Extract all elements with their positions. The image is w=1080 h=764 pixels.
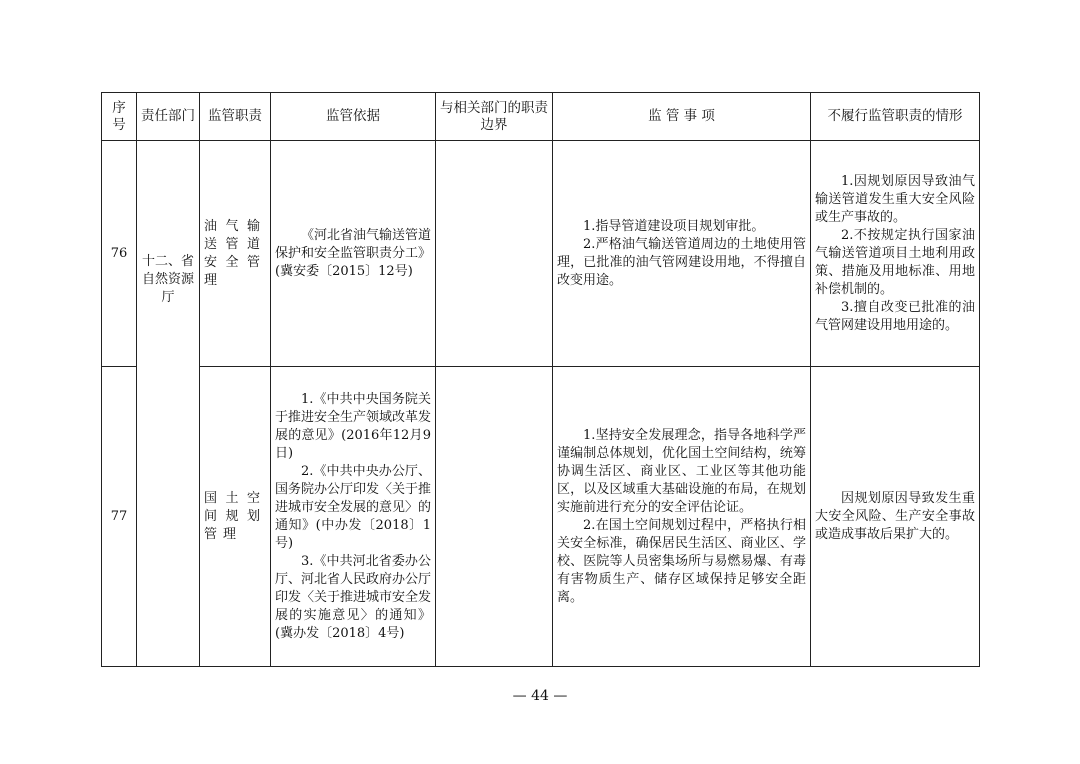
failure-entry: 3.擅自改变已批准的油气管网建设用地用途的。 <box>815 299 975 333</box>
header-basis: 监管依据 <box>271 93 436 141</box>
item-entry: 1.指导管道建设项目规划审批。 <box>583 218 765 234</box>
item-entry: 2.在国土空间规划过程中，严格执行相关安全标准，确保居民生活区、商业区、学校、医院等人员密集场所与易燃易爆、有毒有害物质生产、储存区域保持足够安全距离。 <box>557 517 806 605</box>
page-number: — 44 — <box>512 688 568 704</box>
row-failure <box>811 141 980 367</box>
table-row <box>102 141 980 367</box>
header-dept: 责任部门 <box>137 93 200 141</box>
row-seq: 77 <box>102 367 137 667</box>
header-failure: 不履行监管职责的情形 <box>811 93 980 141</box>
item-entry: 2.严格油气输送管道周边的土地使用管理，已批准的油气管网建设用地，不得擅自改变用途。 <box>557 236 806 288</box>
failure-entry: 因规划原因导致发生重大安全风险、生产安全事故或造成事故后果扩大的。 <box>815 490 975 542</box>
row-failure <box>811 367 980 667</box>
header-items: 监 管 事 项 <box>553 93 811 141</box>
row-basis <box>271 367 436 667</box>
failure-entry: 1.因规划原因导致油气输送管道发生重大安全风险或生产事故的。 <box>815 173 975 225</box>
row-duty: 油气输送管道安全管理 <box>200 141 271 367</box>
failure-entry: 2.不按规定执行国家油气输送管道项目土地利用政策、措施及用地标准、用地补偿机制的。 <box>815 227 975 297</box>
header-duty: 监管职责 <box>200 93 271 141</box>
table-row <box>102 367 980 667</box>
row-boundary <box>436 141 553 367</box>
dept-cell: 十二、省自然资源厅 <box>137 141 200 667</box>
row-basis <box>271 141 436 367</box>
basis-item: 3.《中共河北省委办公厅、河北省人民政府办公厅印发〈关于推进城市安全发展的实施意见〉的通知》(冀办发〔2018〕4号) <box>275 553 432 641</box>
row-items <box>553 367 811 667</box>
row-duty: 国土空间规划管理 <box>200 367 271 667</box>
basis-item: 《河北省油气输送管道保护和安全监管职责分工》(冀安委〔2015〕12号) <box>275 227 432 279</box>
row-seq: 76 <box>102 141 137 367</box>
item-entry: 1.坚持安全发展理念，指导各地科学严谨编制总体规划，优化国土空间结构，统筹协调生活区、商业区、工业区等其他功能区，以及区域重大基础设施的布局，在规划实施前进行充分的安全评估论证。 <box>557 427 806 515</box>
basis-item: 1.《中共中央国务院关于推进安全生产领域改革发展的意见》(2016年12月9日) <box>275 391 432 461</box>
row-items <box>553 141 811 367</box>
header-seq: 序号 <box>102 93 137 141</box>
header-row <box>102 93 980 141</box>
row-boundary <box>436 367 553 667</box>
header-boundary: 与相关部门的职责边界 <box>436 93 553 141</box>
responsibility-table <box>101 92 980 667</box>
basis-item: 2.《中共中央办公厅、国务院办公厅印发〈关于推进城市安全发展的意见〉的通知》(中办发〔2018〕1号) <box>275 463 432 551</box>
